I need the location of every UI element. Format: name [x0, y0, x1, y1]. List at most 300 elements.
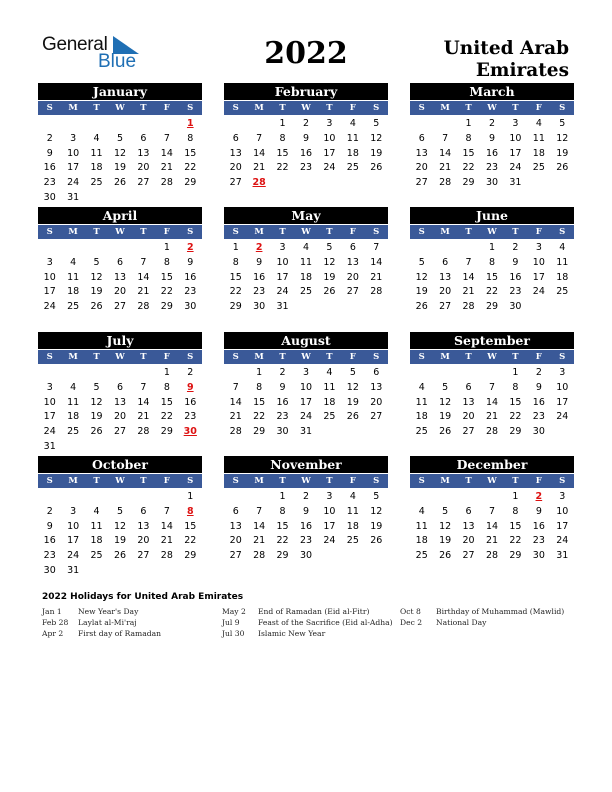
- weekday-label: M: [440, 352, 450, 362]
- day-cell: 9: [302, 132, 310, 144]
- weekday-label: M: [68, 476, 78, 486]
- day-cell: 14: [160, 520, 173, 532]
- weekday-label: W: [487, 227, 497, 237]
- day-cell: 15: [184, 147, 197, 159]
- holiday-name: Feast of the Sacrifice (Eid al-Adha): [258, 618, 393, 627]
- holiday-column: [222, 606, 393, 639]
- month-october: [38, 456, 202, 579]
- day-cell: 1: [512, 491, 519, 502]
- weekday-header: [38, 225, 202, 239]
- day-cell: 11: [346, 132, 359, 144]
- day-cell: 26: [346, 411, 359, 423]
- day-cell: 27: [462, 426, 475, 438]
- day-cell: 19: [415, 286, 428, 298]
- weekday-label: S: [187, 103, 194, 113]
- holiday-name: Islamic New Year: [258, 629, 326, 638]
- day-cell: 22: [184, 535, 197, 547]
- weekday-label: T: [465, 227, 472, 237]
- empty-day-cell: [108, 241, 131, 256]
- holiday-item: [222, 617, 393, 628]
- day-cell: 27: [415, 177, 428, 189]
- weekday-label: S: [232, 352, 239, 362]
- day-cell: 11: [346, 505, 359, 517]
- day-cell: 16: [485, 147, 499, 159]
- holiday-item: [400, 606, 564, 617]
- day-cell: 12: [90, 271, 103, 283]
- day-cell: 9: [256, 256, 263, 268]
- day-cell: 14: [137, 271, 150, 283]
- holiday-day-cell: 9: [186, 381, 194, 393]
- day-cell: 26: [439, 426, 452, 438]
- month-title: December: [410, 456, 574, 473]
- day-cell: 20: [229, 162, 242, 174]
- day-cell: 1: [279, 118, 286, 129]
- day-cell: 23: [299, 535, 313, 547]
- holiday-name: Birthday of Muhammad (Mawlid): [436, 607, 565, 616]
- day-cell: 19: [113, 162, 127, 174]
- day-cell: 14: [160, 147, 173, 159]
- day-cell: 16: [43, 535, 56, 547]
- day-cell: 19: [556, 147, 569, 159]
- holiday-name: First day of Ramadan: [78, 629, 162, 638]
- holiday-day-cell: 30: [183, 426, 197, 438]
- day-cell: 1: [488, 242, 496, 253]
- day-cell: 1: [187, 491, 194, 502]
- day-cell: 25: [415, 426, 428, 438]
- weekday-header: [224, 350, 388, 364]
- day-cell: 5: [326, 242, 333, 253]
- day-cell: 11: [90, 147, 103, 159]
- holiday-item: [42, 617, 161, 628]
- day-cell: 11: [67, 396, 80, 408]
- weekday-label: S: [232, 227, 239, 237]
- day-cell: 17: [556, 396, 569, 408]
- day-cell: 5: [442, 381, 449, 393]
- day-cell: 27: [137, 177, 150, 189]
- empty-day-cell: [457, 241, 480, 256]
- day-cell: 6: [116, 381, 124, 393]
- holiday-day-cell: 2: [186, 242, 194, 253]
- day-cell: 19: [346, 396, 359, 408]
- weekday-label: S: [46, 103, 53, 113]
- day-cell: 17: [323, 147, 336, 159]
- weekday-label: T: [93, 227, 100, 237]
- day-cell: 8: [187, 132, 194, 144]
- day-cell: 2: [535, 367, 542, 378]
- day-cell: 5: [373, 118, 380, 129]
- empty-day-cell: [480, 490, 503, 505]
- day-cell: 10: [299, 381, 313, 393]
- weekday-label: W: [115, 352, 125, 362]
- day-cell: 1: [279, 491, 286, 502]
- weekday-label: M: [440, 227, 450, 237]
- day-cell: 15: [229, 271, 242, 283]
- holiday-date: Jan 1: [42, 607, 62, 616]
- page-title-year: 2022: [264, 36, 348, 71]
- day-cell: 5: [418, 256, 425, 268]
- day-cell: 29: [485, 301, 499, 313]
- day-cell: 20: [462, 411, 475, 423]
- day-cell: 22: [229, 286, 242, 298]
- day-cell: 1: [163, 367, 170, 378]
- month-title: March: [410, 83, 574, 100]
- day-cell: 23: [43, 177, 56, 189]
- empty-day-cell: [155, 490, 178, 505]
- weekday-label: W: [115, 103, 125, 113]
- day-cell: 3: [326, 491, 333, 502]
- holiday-date: Oct 8: [400, 607, 421, 616]
- weekday-label: S: [232, 476, 239, 486]
- day-cell: 14: [137, 396, 150, 408]
- day-cell: 28: [370, 286, 383, 298]
- weekday-label: T: [93, 352, 100, 362]
- day-cell: 3: [302, 367, 310, 378]
- day-cell: 8: [232, 256, 239, 268]
- weekday-label: F: [349, 103, 356, 113]
- day-cell: 7: [256, 505, 263, 517]
- holiday-name: New Year's Day: [78, 607, 139, 616]
- empty-day-cell: [480, 366, 503, 381]
- day-grid: [38, 117, 202, 206]
- day-cell: 16: [532, 396, 545, 408]
- day-cell: 30: [299, 550, 313, 562]
- empty-day-cell: [247, 490, 270, 505]
- day-cell: 7: [465, 256, 472, 268]
- empty-day-cell: [38, 366, 61, 381]
- day-cell: 9: [46, 147, 53, 159]
- day-cell: 23: [509, 286, 522, 298]
- day-cell: 9: [488, 132, 496, 144]
- day-cell: 1: [232, 242, 239, 253]
- day-cell: 15: [160, 396, 173, 408]
- holiday-day-cell: 28: [252, 177, 266, 189]
- day-cell: 2: [488, 118, 496, 129]
- day-cell: 20: [370, 396, 383, 408]
- weekday-label: M: [68, 103, 78, 113]
- day-cell: 9: [535, 505, 542, 517]
- day-cell: 15: [509, 396, 522, 408]
- day-cell: 7: [163, 132, 170, 144]
- month-march: [410, 83, 574, 191]
- day-cell: 20: [137, 535, 150, 547]
- month-may: [224, 207, 388, 315]
- logo-text-blue: Blue: [98, 51, 137, 72]
- month-title: August: [224, 332, 388, 349]
- weekday-header: [410, 101, 574, 115]
- day-cell: 21: [370, 271, 383, 283]
- day-cell: 31: [67, 191, 80, 203]
- day-cell: 19: [113, 535, 127, 547]
- weekday-label: T: [140, 103, 147, 113]
- day-cell: 24: [556, 535, 569, 547]
- weekday-label: M: [440, 476, 450, 486]
- holidays-title: 2022 Holidays for United Arab Emirates: [42, 592, 244, 602]
- weekday-label: T: [465, 476, 472, 486]
- day-cell: 5: [349, 367, 356, 378]
- day-cell: 30: [184, 301, 197, 313]
- month-july: [38, 332, 202, 455]
- day-grid: [38, 241, 202, 315]
- weekday-label: S: [187, 227, 194, 237]
- day-cell: 13: [229, 147, 242, 159]
- weekday-label: S: [559, 352, 566, 362]
- day-cell: 27: [229, 550, 242, 562]
- day-cell: 5: [116, 505, 124, 517]
- day-cell: 4: [418, 505, 425, 517]
- day-cell: 25: [67, 301, 80, 313]
- day-cell: 11: [415, 396, 428, 408]
- day-cell: 4: [349, 491, 356, 502]
- day-cell: 9: [302, 505, 310, 517]
- day-cell: 16: [276, 396, 289, 408]
- weekday-label: T: [326, 227, 333, 237]
- day-cell: 19: [370, 520, 383, 532]
- day-cell: 28: [253, 550, 266, 562]
- day-cell: 17: [43, 411, 56, 423]
- weekday-label: M: [68, 227, 78, 237]
- day-cell: 14: [253, 147, 266, 159]
- day-cell: 14: [485, 396, 499, 408]
- weekday-label: S: [46, 227, 53, 237]
- day-cell: 15: [509, 520, 522, 532]
- day-cell: 10: [276, 256, 289, 268]
- holiday-day-cell: 2: [255, 242, 263, 253]
- empty-day-cell: [132, 490, 155, 505]
- holiday-item: [222, 606, 393, 617]
- day-cell: 10: [323, 505, 336, 517]
- day-cell: 18: [346, 147, 359, 159]
- day-cell: 19: [439, 535, 452, 547]
- day-cell: 20: [462, 535, 475, 547]
- day-cell: 1: [512, 367, 519, 378]
- day-cell: 30: [43, 191, 56, 203]
- day-cell: 24: [323, 162, 336, 174]
- day-cell: 12: [90, 396, 103, 408]
- day-cell: 25: [299, 286, 313, 298]
- day-cell: 3: [279, 242, 286, 253]
- day-cell: 19: [90, 286, 103, 298]
- day-cell: 24: [67, 177, 80, 189]
- day-cell: 2: [512, 242, 519, 253]
- day-cell: 6: [373, 367, 380, 378]
- day-cell: 13: [137, 520, 150, 532]
- day-cell: 3: [512, 118, 519, 129]
- day-cell: 4: [559, 242, 566, 253]
- day-cell: 17: [323, 520, 336, 532]
- empty-day-cell: [410, 241, 433, 256]
- month-november: [224, 456, 388, 564]
- weekday-label: S: [418, 103, 425, 113]
- weekday-header: [38, 101, 202, 115]
- day-cell: 7: [232, 381, 239, 393]
- day-cell: 30: [509, 301, 522, 313]
- day-cell: 17: [532, 271, 545, 283]
- day-grid: [224, 117, 388, 191]
- weekday-header: [410, 350, 574, 364]
- day-cell: 25: [415, 550, 428, 562]
- day-cell: 15: [160, 271, 173, 283]
- day-cell: 27: [346, 286, 359, 298]
- weekday-label: T: [140, 352, 147, 362]
- day-cell: 22: [276, 535, 289, 547]
- weekday-label: W: [115, 476, 125, 486]
- weekday-label: S: [46, 352, 53, 362]
- day-cell: 6: [465, 505, 472, 517]
- day-cell: 22: [509, 411, 522, 423]
- day-cell: 13: [113, 396, 127, 408]
- day-cell: 27: [113, 301, 127, 313]
- day-cell: 18: [415, 535, 428, 547]
- country-name: [444, 38, 569, 82]
- day-cell: 8: [279, 132, 286, 144]
- weekday-label: T: [279, 227, 286, 237]
- day-cell: 14: [462, 271, 475, 283]
- day-cell: 13: [113, 271, 127, 283]
- month-april: [38, 207, 202, 315]
- weekday-label: M: [254, 352, 264, 362]
- month-august: [224, 332, 388, 440]
- day-cell: 16: [184, 271, 197, 283]
- day-cell: 23: [184, 286, 197, 298]
- day-cell: 2: [279, 367, 286, 378]
- day-cell: 13: [415, 147, 428, 159]
- day-cell: 18: [90, 162, 103, 174]
- day-cell: 13: [462, 396, 475, 408]
- day-grid: [224, 490, 388, 564]
- empty-day-cell: [155, 117, 178, 132]
- day-cell: 24: [532, 286, 545, 298]
- weekday-label: F: [163, 352, 170, 362]
- day-cell: 26: [556, 162, 569, 174]
- weekday-label: S: [187, 352, 194, 362]
- day-cell: 27: [229, 177, 242, 189]
- day-cell: 26: [370, 535, 383, 547]
- day-cell: 1: [256, 367, 263, 378]
- day-cell: 28: [160, 177, 173, 189]
- day-cell: 27: [113, 426, 127, 438]
- month-title: November: [224, 456, 388, 473]
- day-cell: 8: [512, 381, 519, 393]
- day-cell: 5: [116, 132, 124, 144]
- day-cell: 10: [532, 256, 545, 268]
- day-grid: [410, 490, 574, 564]
- weekday-header: [410, 225, 574, 239]
- month-title: May: [224, 207, 388, 224]
- day-cell: 5: [559, 118, 566, 129]
- day-cell: 16: [299, 147, 313, 159]
- day-cell: 1: [163, 242, 170, 253]
- empty-day-cell: [433, 117, 456, 132]
- day-cell: 18: [556, 271, 569, 283]
- day-cell: 26: [323, 286, 336, 298]
- day-cell: 6: [140, 505, 147, 517]
- day-cell: 25: [90, 550, 103, 562]
- day-cell: 1: [465, 118, 472, 129]
- day-cell: 31: [556, 550, 569, 562]
- day-cell: 10: [43, 396, 56, 408]
- weekday-header: [224, 474, 388, 488]
- day-cell: 29: [276, 550, 289, 562]
- empty-day-cell: [247, 117, 270, 132]
- weekday-label: S: [373, 227, 380, 237]
- weekday-label: T: [279, 103, 286, 113]
- weekday-label: F: [349, 352, 356, 362]
- empty-day-cell: [433, 241, 456, 256]
- empty-day-cell: [108, 117, 131, 132]
- day-cell: 26: [370, 162, 383, 174]
- weekday-label: F: [349, 476, 356, 486]
- day-cell: 8: [488, 256, 496, 268]
- day-cell: 3: [535, 242, 542, 253]
- holiday-name: End of Ramadan (Eid al-Fitr): [258, 607, 370, 616]
- day-cell: 31: [299, 426, 313, 438]
- day-cell: 20: [113, 286, 127, 298]
- day-cell: 2: [187, 367, 194, 378]
- day-cell: 7: [163, 505, 170, 517]
- day-cell: 24: [556, 411, 569, 423]
- day-cell: 21: [253, 162, 266, 174]
- day-cell: 16: [299, 520, 313, 532]
- month-title: September: [410, 332, 574, 349]
- day-cell: 6: [418, 132, 425, 144]
- day-cell: 19: [323, 271, 336, 283]
- day-cell: 4: [70, 256, 77, 268]
- day-cell: 23: [532, 411, 545, 423]
- holiday-day-cell: 1: [186, 118, 194, 129]
- month-january: [38, 83, 202, 206]
- day-cell: 23: [532, 535, 545, 547]
- day-cell: 7: [256, 132, 263, 144]
- day-cell: 29: [160, 426, 173, 438]
- day-cell: 18: [323, 396, 336, 408]
- day-cell: 3: [559, 367, 566, 378]
- day-cell: 28: [462, 301, 475, 313]
- month-title: January: [38, 83, 202, 100]
- day-cell: 21: [253, 535, 266, 547]
- weekday-label: W: [301, 352, 311, 362]
- day-cell: 2: [46, 505, 53, 517]
- weekday-label: S: [418, 476, 425, 486]
- weekday-label: S: [418, 352, 425, 362]
- day-cell: 5: [93, 256, 100, 268]
- day-cell: 22: [462, 162, 475, 174]
- day-cell: 13: [462, 520, 475, 532]
- month-title: April: [38, 207, 202, 224]
- day-cell: 12: [439, 396, 452, 408]
- weekday-label: M: [68, 352, 78, 362]
- day-cell: 10: [67, 147, 80, 159]
- day-cell: 25: [346, 162, 359, 174]
- day-cell: 29: [184, 550, 197, 562]
- holiday-column: [42, 606, 161, 639]
- day-cell: 12: [370, 505, 383, 517]
- day-cell: 16: [509, 271, 522, 283]
- day-cell: 4: [93, 505, 100, 517]
- day-cell: 19: [370, 147, 383, 159]
- day-cell: 30: [276, 426, 289, 438]
- weekday-label: T: [326, 103, 333, 113]
- day-cell: 22: [184, 162, 197, 174]
- weekday-label: F: [535, 227, 542, 237]
- day-cell: 28: [160, 550, 173, 562]
- day-cell: 12: [415, 271, 428, 283]
- day-cell: 4: [70, 381, 77, 393]
- day-cell: 31: [276, 301, 289, 313]
- weekday-label: T: [93, 476, 100, 486]
- holiday-date: Jul 30: [222, 629, 245, 638]
- day-cell: 28: [137, 301, 150, 313]
- empty-day-cell: [61, 117, 84, 132]
